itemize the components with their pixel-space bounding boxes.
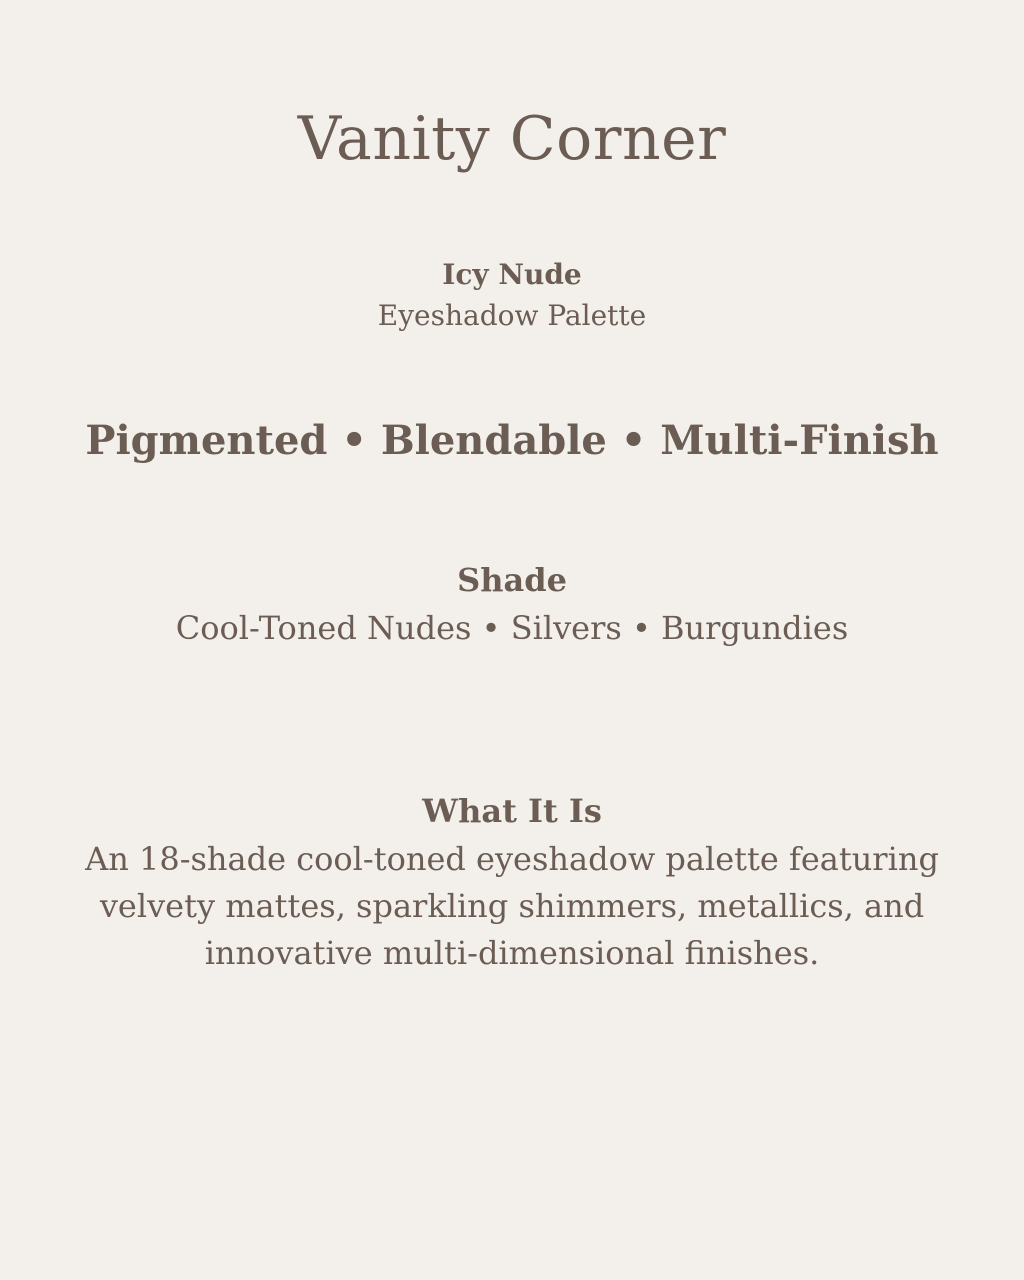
what-it-is-text: An 18-shade cool-toned eyeshadow palette featuring velvety mattes, sparkling shimmers, metallics, and innovative multi-dimensional finishes. [85,840,939,972]
shade-heading: Shade [457,561,567,599]
shade-value: Cool-Toned Nudes • Silvers • Burgundies [175,609,849,647]
product-type: Eyeshadow Palette [377,299,647,332]
product-name: Icy Nude [442,258,582,291]
what-it-is-heading: What It Is [422,792,602,830]
tagline: Pigmented • Blendable • Multi-Finish [85,417,939,464]
brand-title: Vanity Corner [297,104,727,174]
